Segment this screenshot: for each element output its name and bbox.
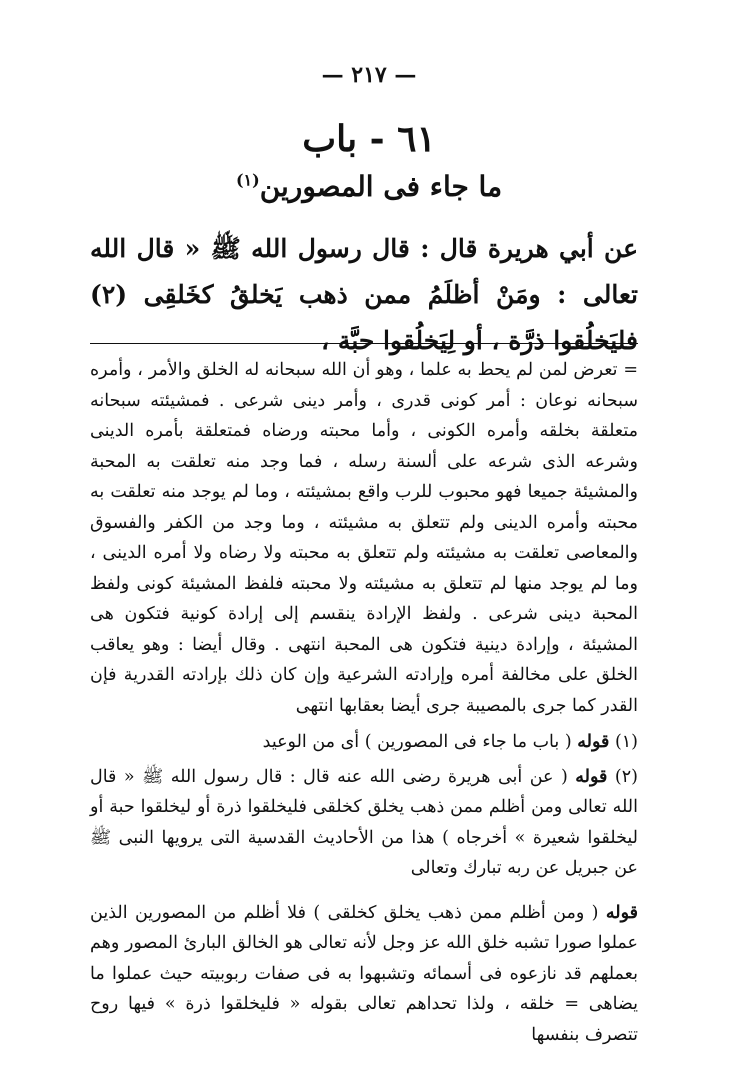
footnote-1-keyword: قوله [577, 732, 610, 752]
page-number: — ٢١٧ — [321, 62, 417, 88]
footnote-2-marker: (٢) [614, 766, 638, 787]
chapter-subtitle [0, 170, 738, 203]
chapter-title: ٦١ - باب [302, 118, 436, 160]
paragraph-keyword: قوله [605, 902, 638, 923]
commentary-paragraph [90, 898, 638, 1051]
footnote-2 [90, 762, 638, 884]
paragraph-gap [90, 884, 638, 898]
footnote-1-text: ( باب ما جاء فى المصورين ) أى من الوعيد [262, 732, 572, 752]
commentary-continuation: = تعرض لمن لم يحط به علما ، وهو أن الله سبحانه له الخلق والأمر ، وأمره سبحانه نوعان : أمر كونى قدرى ، وأمر دينى شرعى . فمشيئته سبحانه متعلقة بخلقه وأمره الكونى ، وأما محبته ورضاه فمتعلقة بأمره الدينى وشرعه الذى شرعه على ألسنة رسله ، فما وجد منه تعلقت به المحبة والمشيئة جميعا فهو محبوب للرب واقع بمشيئته ، وما لم يوجد منه تعلقت به محبته وأمره الدينى ولم تتعلق به مشيئته ، وما وجد من الكفر والفسوق والمعاصى تعلقت به مشيئته ولم تتعلق به محبته ولا رضاه ولا أمره الدينى ، وما لم يوجد منها لم تتعلق به مشيئته ولا محبته فلفظ المشيئة كونى ولفظ المحبة دينى شرعى . ولفظ الإرادة ينقسم إلى إرادة كونية فتكون هى المشيئة ، وإرادة دينية فتكون هى المحبة انتهى . وقال أيضا : وهو يعاقب الخلق على مخالفة أمره وإرادته الشرعية وإن كان ذلك بإرادته القدرية فإن القدر كما جرى بالمصيبة جرى أيضا بعقابها انتهى [90, 360, 638, 716]
footnote-divider [90, 343, 638, 344]
chapter-subtitle-text: ما جاء فى المصورين [259, 170, 503, 203]
footnote-2-keyword: قوله [575, 766, 608, 787]
footnote-2-text: ( عن أبى هريرة رضى الله عنه قال : قال رسول الله ﷺ « قال الله تعالى ومن أظلم ممن ذهب يخلق كخلقى فليخلقوا ذرة أو ليخلقوا حبة أو ليخلقوا شعيرة » أخرجاه ) هذا من الأحاديث القدسية التى يرويها النبى ﷺ عن جبريل عن ربه تبارك وتعالى [90, 766, 638, 878]
footnote-1-marker: (١) [614, 732, 638, 752]
hadith-text: عن أبي هريرة قال : قال رسول الله ﷺ « قال الله تعالى : ومَنْ أظلَمُ ممن ذهب يَخلقُ كخَلقِى (٢) فليَخلُقوا ذرَّة ، أو لِيَخلُقوا حبَّة ، [90, 234, 638, 355]
commentary-block [90, 355, 638, 1050]
footnote-1 [90, 727, 638, 758]
footnote-marker: (١) [235, 170, 260, 190]
paragraph-text: ( ومن أظلم ممن ذهب يخلق كخلقى ) فلا أظلم من المصورين الذين عملوا صورا تشبه خلق الله عز وجل لأنه تعالى هو الخالق البارئ المصور وهم بعملهم قد نازعوه فى أسمائه وتشبهوا به فى صفات ربوبيته حيث عملوا ما يضاهى = خلقه ، ولذا تحداهم تعالى بقوله « فليخلقوا ذرة » فيها روح تتصرف بنفسها [90, 902, 638, 1045]
